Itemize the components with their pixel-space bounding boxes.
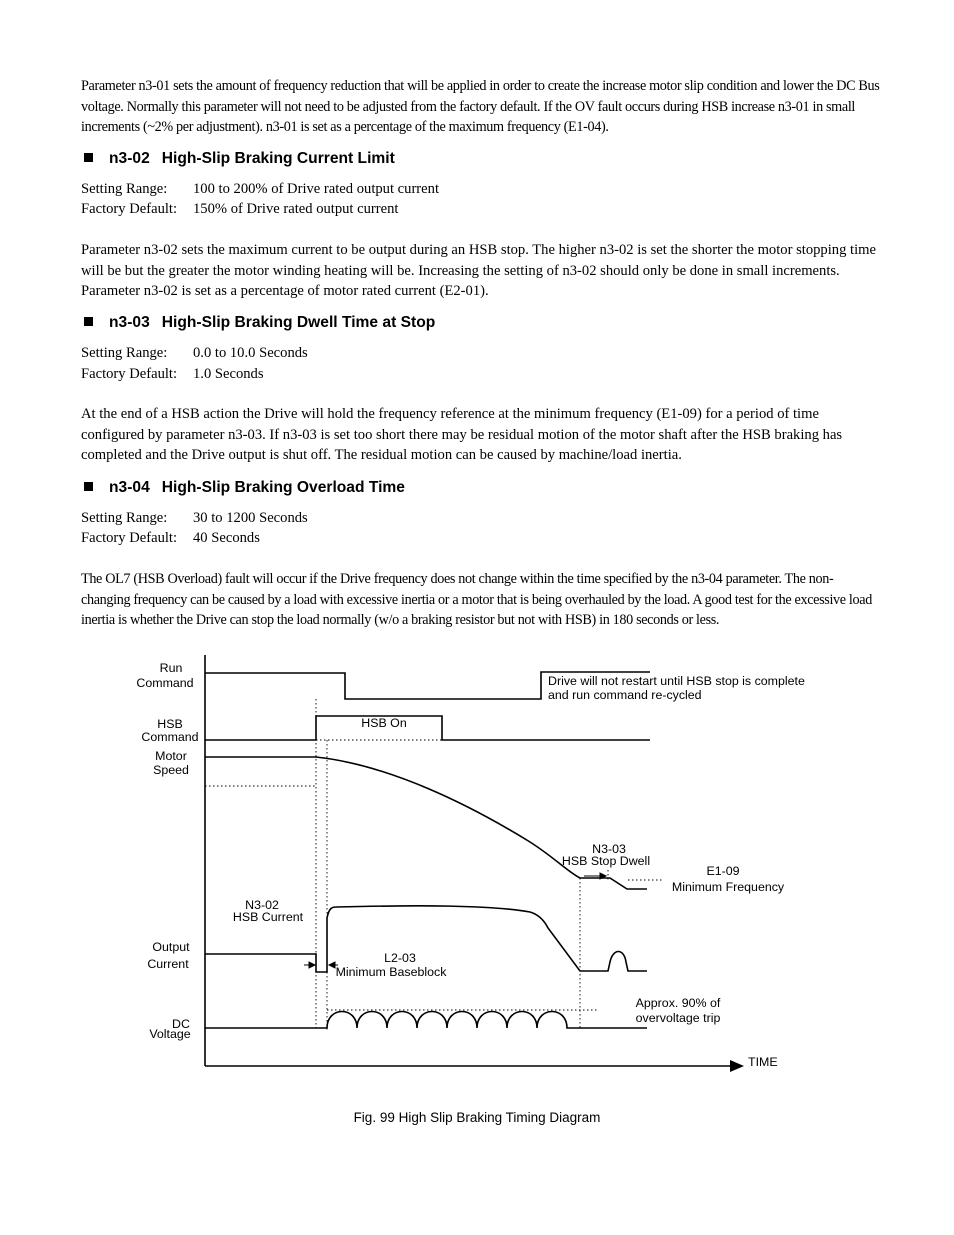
- motor-label-2: Speed: [153, 763, 189, 777]
- e1-09-label: E1-09: [706, 864, 740, 878]
- hsb-on-label: HSB On: [361, 716, 407, 730]
- section-heading-n3-02: n3-02 High-Slip Braking Current Limit: [84, 149, 395, 169]
- dc-label-2: Voltage: [149, 1027, 191, 1041]
- restart-note-2: and run command re-cycled: [548, 688, 702, 702]
- section-heading-n3-04: n3-04 High-Slip Braking Overload Time: [84, 478, 405, 498]
- hsb-label-2: Command: [141, 730, 199, 744]
- l2-03-label: L2-03: [384, 951, 416, 965]
- motor-label-1: Motor: [155, 749, 187, 763]
- dc-voltage-trace: [205, 1012, 647, 1029]
- min-baseblock-label: Minimum Baseblock: [335, 965, 447, 979]
- setting-range-n3-04: Setting Range: 30 to 1200 Seconds: [81, 510, 308, 526]
- run-label-1: Run: [159, 661, 183, 675]
- n3-02-label: N3-02: [245, 898, 279, 912]
- hsb-command-trace: [205, 716, 650, 740]
- setting-range-n3-02: Setting Range: 100 to 200% of Drive rated output current: [81, 181, 439, 197]
- section-heading-n3-03: n3-03 High-Slip Braking Dwell Time at Stop: [84, 313, 435, 333]
- hsb-current-label: HSB Current: [232, 910, 304, 924]
- output-label-1: Output: [152, 940, 190, 954]
- motor-speed-trace: [205, 757, 647, 889]
- figure-caption: Fig. 99 High Slip Braking Timing Diagram: [353, 1110, 601, 1125]
- body-n3-04: The OL7 (HSB Overload) fault will occur if the Drive frequency does not change within the time specified by the n3-04 parameter. The non-changing frequency can be caused by a load with excessive inertia or a motor that is being overhauled by the load. A good test for the excessive load inertia is whether the Drive can stop the load normally (w/o a braking resistor but not with HSB) in 180 seconds or less.: [81, 571, 872, 628]
- time-arrow-icon: [730, 1060, 744, 1072]
- time-axis-label: TIME: [748, 1055, 778, 1069]
- factory-default-n3-02: Factory Default: 150% of Drive rated output current: [81, 201, 399, 217]
- dc-label-1: DC: [172, 1017, 190, 1031]
- ov-label-2: overvoltage trip: [635, 1011, 721, 1025]
- intro-paragraph: Parameter n3-01 sets the amount of frequency reduction that will be applied in order to create the increase motor slip condition and lower the DC Bus voltage. Normally this parameter will not need to be adjusted from the factory default. If the OV fault occurs during HSB increase n3-01 in small increments (~2% per adjustment). n3-01 is set as a percentage of the maximum frequency (E1-04).: [81, 78, 880, 135]
- min-frequency-label: Minimum Frequency: [671, 880, 785, 894]
- body-n3-03: At the end of a HSB action the Drive will hold the frequency reference at the minimum frequency (E1-09) for a period of time configured by parameter n3-03. If n3-03 is set too short there may be residual motion of the motor shaft after the HSB braking has completed and the Drive output is shut off. The residual motion can be caused by machine/load inertia.: [81, 406, 843, 463]
- n3-03-label: N3-03: [592, 842, 626, 856]
- setting-range-n3-03: Setting Range: 0.0 to 10.0 Seconds: [81, 345, 308, 361]
- output-label-2: Current: [147, 957, 189, 971]
- restart-note-1: Drive will not restart until HSB stop is complete: [548, 674, 805, 688]
- factory-default-n3-03: Factory Default: 1.0 Seconds: [81, 366, 264, 382]
- ov-label-1: Approx. 90% of: [635, 996, 721, 1010]
- hsb-stop-dwell-label: HSB Stop Dwell: [561, 854, 651, 868]
- factory-default-n3-04: Factory Default: 40 Seconds: [81, 530, 260, 546]
- hsb-label-1: HSB: [157, 717, 183, 731]
- run-label-2: Command: [136, 676, 194, 690]
- body-n3-02: Parameter n3-02 sets the maximum current to be output during an HSB stop. The higher n3-02 is set the shorter the motor stopping time will be but the greater the motor winding heating will be. Increasing the setting of n3-02 should only be done in small increments. Parameter n3-02 is set as a percentage of motor rated current (E2-01).: [81, 242, 876, 299]
